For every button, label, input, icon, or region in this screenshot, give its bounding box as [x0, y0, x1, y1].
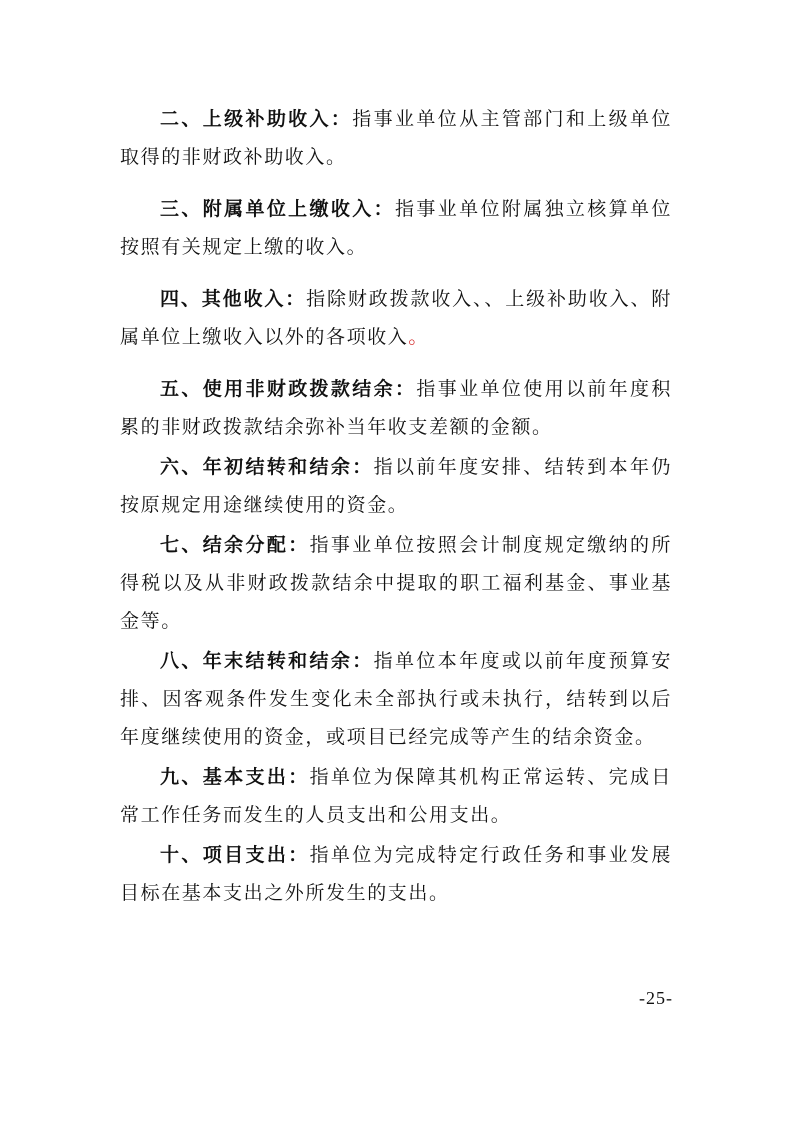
term-heading: 二、上级补助收入：	[160, 108, 353, 130]
term-definition: 指事业单位按照会计制度规定缴纳的所得税以及从非财政拨款结余中提取的职工福利基金、事业基金等。	[120, 534, 673, 632]
term-heading: 五、使用非财政拨款结余：	[160, 378, 417, 400]
paragraph-surplus-distribution	[120, 526, 672, 640]
paragraph-closing-carryover	[120, 642, 672, 756]
paragraph-affiliated-unit-income	[120, 190, 672, 266]
paragraph-basic-expenditure	[120, 758, 672, 834]
document-body	[120, 100, 672, 912]
paragraph-other-income	[120, 280, 672, 356]
term-heading: 九、基本支出：	[160, 766, 310, 788]
term-heading: 六、年初结转和结余：	[160, 456, 374, 478]
term-heading: 三、附属单位上缴收入：	[160, 198, 396, 220]
term-definition: 指事业单位附属独立核算单位按照有关规定上缴的收入。	[120, 198, 672, 258]
term-heading: 八、年末结转和结余：	[160, 650, 374, 672]
paragraph-non-fiscal-surplus-usage	[120, 370, 672, 446]
paragraph-opening-carryover	[120, 448, 672, 524]
term-heading: 四、其他收入：	[160, 288, 307, 310]
term-definition: 指事业单位从主管部门和上级单位取得的非财政补助收入。	[120, 108, 672, 168]
term-definition: 指单位本年度或以前年度预算安排、因客观条件发生变化未全部执行或未执行，结转到以后年度继续使用的资金，或项目已经完成等产生的结余资金。	[120, 650, 672, 748]
term-heading: 七、结余分配：	[160, 534, 310, 556]
term-definition: 指单位为保障其机构正常运转、完成日常工作任务而发生的人员支出和公用支出。	[120, 766, 673, 826]
term-definition: 指除财政拨款收入、、上级补助收入、附属单位上缴收入以外的各项收入	[120, 288, 672, 348]
term-definition: 指单位为完成特定行政任务和事业发展目标在基本支出之外所发生的支出。	[120, 844, 673, 904]
paragraph-upper-subsidy-income	[120, 100, 672, 176]
red-period: 。	[408, 326, 430, 348]
page-number: -25-	[639, 988, 673, 1008]
term-definition: 指事业单位使用以前年度积累的非财政拨款结余弥补当年收支差额的金额。	[120, 378, 673, 438]
term-heading: 十、项目支出：	[160, 844, 310, 866]
paragraph-project-expenditure	[120, 836, 672, 912]
term-definition: 指以前年度安排、结转到本年仍按原规定用途继续使用的资金。	[120, 456, 672, 516]
